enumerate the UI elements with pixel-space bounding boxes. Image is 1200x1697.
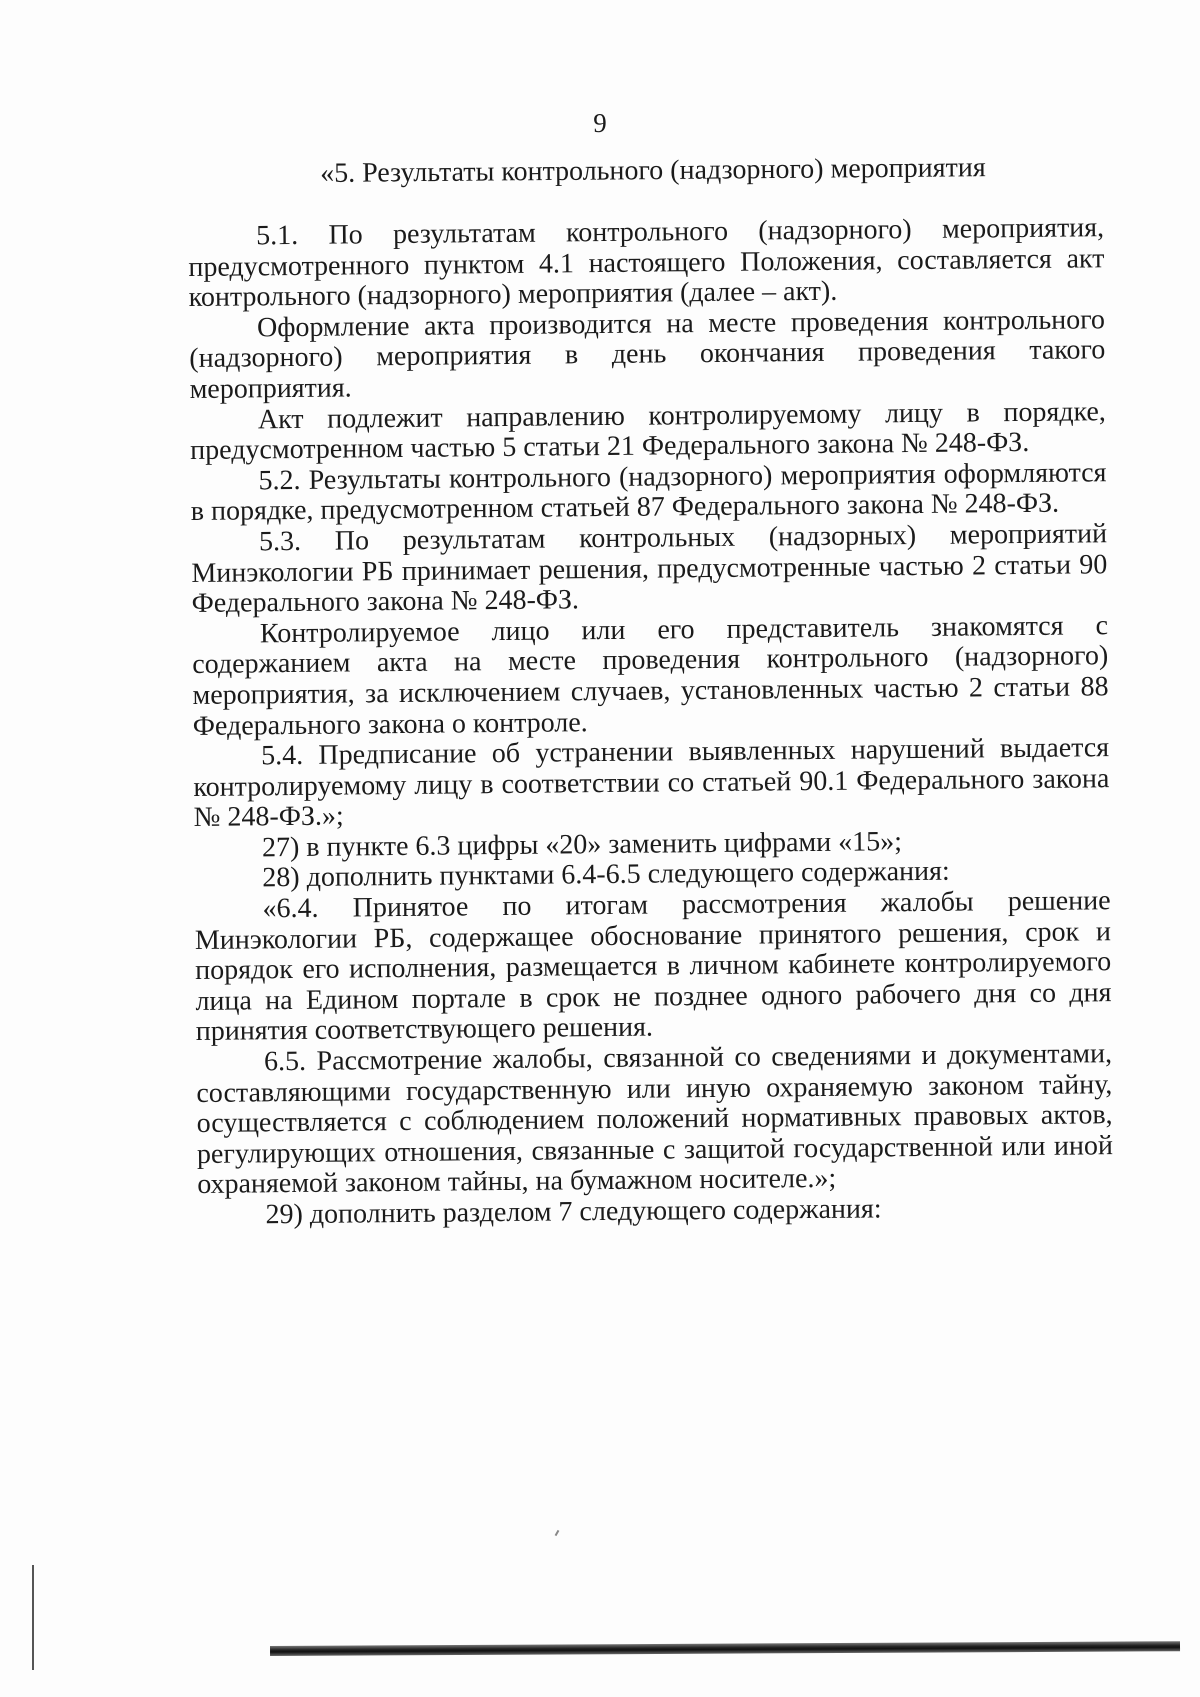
page-number: 9 xyxy=(593,108,607,138)
paragraph-5-2: 5.2. Результаты контрольного (надзорного) мероприятия оформляются в порядке, предусмотренном статьей 87 Федерального закона № 248-ФЗ. xyxy=(190,456,1107,528)
scan-bottom-rule xyxy=(270,1641,1180,1656)
paragraph-act-execution: Оформление акта производится на месте проведения контрольного (надзорного) мероприятия в день окончания проведения такого мероприятия. xyxy=(189,303,1106,405)
paragraph-5-3: 5.3. По результатам контрольных (надзорных) мероприятий Минэкологии РБ принимает решения, предусмотренные частью 2 статьи 90 Федерального закона № 248-ФЗ. xyxy=(191,518,1108,620)
scan-margin-line xyxy=(32,1565,34,1670)
document-body xyxy=(188,213,1114,1231)
paragraph-item-28: 28) дополнить пунктами 6.4-6.5 следующего содержания: xyxy=(262,856,950,894)
paragraph-controlled-person: Контролируемое лицо или его представитель знакомятся с содержанием акта на месте проведения контрольного (надзорного) мероприятия, за исключением случаев, установленных частью 2 статьи 88 Федерального закона о контроле. xyxy=(192,609,1109,742)
paragraph-item-27: 27) в пункте 6.3 цифры «20» заменить цифрами «15»; xyxy=(261,826,903,864)
paragraph-6-5: 6.5. Рассмотрение жалобы, связанной со сведениями и документами, составляющими государственную или иную охраняемую законом тайну, осуществляется с соблюдением положений нормативных правовых актов, регулирующих отношения, связанные с защитой государственной или иной охраняемой законом тайны, на бумажном носителе.»; xyxy=(196,1038,1114,1201)
paragraph-6-4: «6.4. Принятое по итогам рассмотрения жалобы решение Минэкологии РБ, содержащее обоснование принятого решения, срок и порядок его исполнения, размещается в личном кабинете контролируемого лица на Едином портале в срок не позднее одного рабочего дня со дня принятия соответствующего решения. xyxy=(194,885,1112,1048)
scan-speck xyxy=(555,1530,560,1536)
paragraph-act-delivery: Акт подлежит направлению контролируемому лицу в порядке, предусмотренном частью 5 статьи 21 Федерального закона № 248-ФЗ. xyxy=(190,395,1107,467)
paragraph-5-4: 5.4. Предписание об устранении выявленных нарушений выдается контролируемому лицу в соответствии со статьей 90.1 Федерального закона № 248-ФЗ.»; xyxy=(193,732,1110,834)
paragraph-5-1: 5.1. По результатам контрольного (надзорного) мероприятия, предусмотренного пунктом 4.1 настоящего Положения, составляется акт контрольного (надзорного) мероприятия (далее – акт). xyxy=(188,212,1105,314)
section-heading: «5. Результаты контрольного (надзорного) мероприятия xyxy=(320,152,986,189)
paragraph-item-29: 29) дополнить разделом 7 следующего содержания: xyxy=(265,1193,882,1231)
